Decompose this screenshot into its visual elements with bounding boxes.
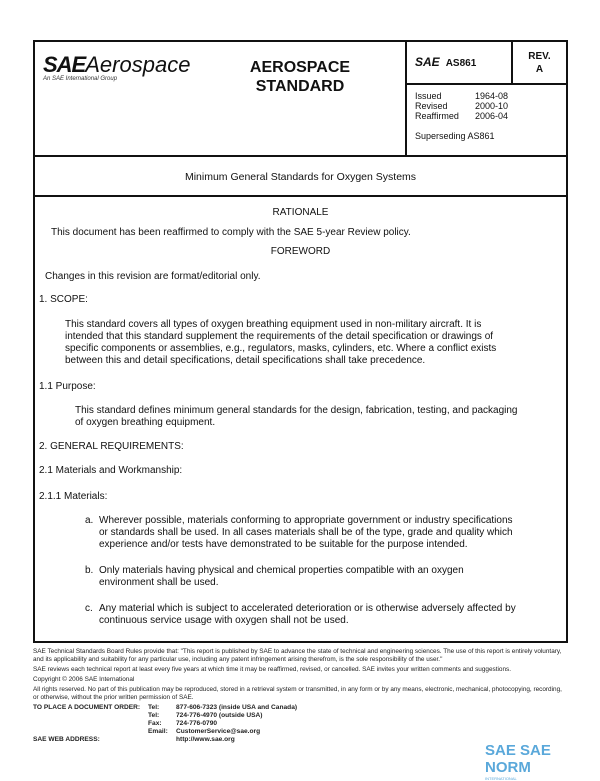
standard-line1: AEROSPACE — [249, 59, 351, 76]
date-label: Reaffirmed — [415, 111, 459, 121]
logo-sae: SAE — [43, 52, 86, 77]
rev-label: REV. — [528, 51, 551, 62]
text-line: specific components or assemblies, e.g., regulators, masks, cylinders, etc. Where a conflict exists — [65, 343, 497, 354]
web-label: SAE WEB ADDRESS: — [33, 736, 100, 743]
section-general-requirements: 2. GENERAL REQUIREMENTS: — [39, 441, 184, 452]
section-materials: 2.1.1 Materials: — [39, 491, 108, 502]
document-title: Minimum General Standards for Oxygen Systems — [35, 157, 566, 197]
doc-number: AS861 — [445, 58, 477, 69]
text-line: This standard defines minimum general standards for the design, fabrication, testing, and packaging — [75, 405, 518, 416]
dates-cell — [405, 85, 566, 157]
footer — [33, 648, 568, 744]
text-line: between this and detail specifications, detail specifications shall take precedence. — [65, 355, 426, 366]
item-mark: c. — [85, 603, 93, 614]
text-line: continuous service usage with oxygen shall not be used. — [99, 615, 349, 626]
date-row — [415, 91, 566, 101]
contact-value: 724-776-4970 (outside USA) — [176, 712, 263, 719]
standard-line2: STANDARD — [255, 78, 345, 95]
rationale-heading: RATIONALE — [272, 207, 329, 218]
list-item — [85, 565, 464, 589]
date-value: 1964-08 — [475, 91, 509, 101]
text-line: Wherever possible, materials conforming to appropriate government or industry specifications — [99, 515, 513, 526]
contact-email[interactable]: CustomerService@sae.org — [176, 728, 261, 735]
order-label: TO PLACE A DOCUMENT ORDER: — [33, 704, 141, 711]
logo-aerospace: Aerospace — [85, 52, 191, 77]
sae-small-logo: SAE — [415, 55, 440, 69]
date-row — [415, 111, 566, 121]
order-info — [33, 704, 568, 744]
text-line: environment shall be used. — [99, 577, 219, 588]
foreword-text: Changes in this revision are format/editorial only. — [45, 271, 261, 282]
date-value: 2006-04 — [475, 111, 509, 121]
list-item — [85, 603, 516, 627]
contact-value: 724-776-0790 — [176, 720, 218, 727]
contact-value: 877-606-7323 (inside USA and Canada) — [176, 704, 298, 711]
text-line: or standards shall be used. In all cases materials shall be of the type, grade and quality which — [99, 527, 513, 538]
contact-label: Tel: — [148, 704, 160, 711]
contact-label: Tel: — [148, 712, 160, 719]
header — [35, 42, 566, 157]
footer-copyright: Copyright © 2006 SAE International — [33, 676, 135, 683]
standard-type — [215, 58, 385, 96]
section-purpose: 1.1 Purpose: — [39, 381, 96, 392]
text-line: This standard covers all types of oxygen breathing equipment used in non-military aircraft. It is — [65, 319, 482, 330]
footer-rules: SAE Technical Standards Board Rules provide that: "This report is published by SAE to advance the state of technical and engineering sciences. The use of this report is entirely voluntary, and its applicability and suitability for any particular use, including any patent infringement arising therefrom, is the sole responsibility of the user." — [33, 648, 562, 663]
foreword-heading: FOREWORD — [270, 246, 331, 257]
text-line: intended that this standard supplement the requirements of the detail specification or drawings of — [65, 331, 494, 342]
scope-text — [65, 319, 496, 367]
rationale-text: This document has been reaffirmed to comply with the SAE 5-year Review policy. — [51, 227, 411, 238]
logo-subtitle: An SAE International Group — [43, 76, 118, 82]
section-scope: 1. SCOPE: — [39, 294, 88, 305]
contact-label: Email: — [148, 728, 168, 735]
text-line: Any material which is subject to accelerated deterioration or is otherwise adversely affected by — [99, 603, 516, 614]
sae-aerospace-logo — [43, 52, 190, 82]
date-label: Issued — [415, 91, 442, 101]
footer-review: SAE reviews each technical report at least every five years at which time it may be reaffirmed, revised, or cancelled. SAE invites your written comments and suggestions. — [33, 666, 511, 673]
watermark-sub: INTERNATIONAL — [485, 776, 517, 781]
web-link[interactable]: http://www.sae.org — [176, 736, 235, 743]
item-mark: a. — [85, 515, 94, 526]
section-materials-workmanship: 2.1 Materials and Workmanship: — [39, 465, 183, 476]
superseding: Superseding AS861 — [415, 131, 495, 141]
revision-cell — [511, 42, 566, 85]
sae-norm-watermark — [485, 742, 600, 781]
contact-label: Fax: — [148, 720, 162, 727]
purpose-text — [75, 405, 517, 429]
list-item — [85, 515, 513, 551]
document-frame — [33, 40, 568, 643]
text-line: of oxygen breathing equipment. — [75, 417, 216, 428]
footer-rights: All rights reserved. No part of this publication may be reproduced, stored in a retrieval system or transmitted, in any form or by any means, electronic, mechanical, photocopying, recording, or otherwise, without the prior written permission of SAE. — [33, 686, 562, 701]
text-line: experience and/or tests have demonstrated to be suitable for the purpose intended. — [99, 539, 468, 550]
date-label: Revised — [415, 101, 448, 111]
rev-value: A — [535, 64, 544, 75]
watermark-text: SAE SAE NORM — [485, 742, 551, 776]
item-mark: b. — [85, 565, 94, 576]
date-value: 2000-10 — [475, 101, 509, 111]
text-line: Only materials having physical and chemical properties compatible with an oxygen — [99, 565, 464, 576]
date-row — [415, 101, 566, 111]
